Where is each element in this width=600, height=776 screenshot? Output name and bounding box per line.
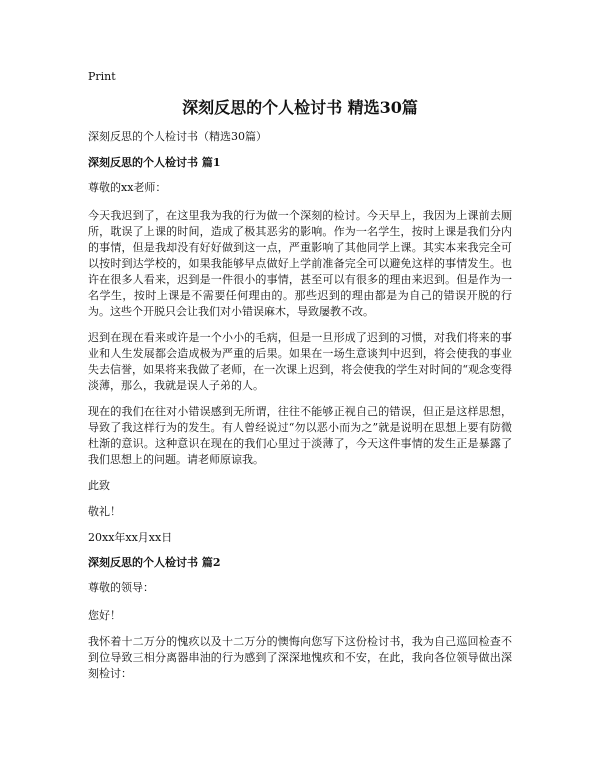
salutation-1: 尊敬的xx老师： xyxy=(88,181,167,194)
date-line: 20xx年xx月xx日 xyxy=(88,531,173,544)
paragraph-2-1: 我怀着十二万分的愧疚以及十二万分的懊悔向您写下这份检讨书，我为自己巡回检查不到位导致三相分离器串油的行为感到了深深地愧疚和不安，在此，我向各位领导做出深刻检讨： xyxy=(88,635,512,680)
greeting-2: 您好！ xyxy=(88,609,121,622)
print-label[interactable]: Print xyxy=(88,70,116,83)
closing-1: 此致 xyxy=(88,479,110,492)
paragraph-1-2: 迟到在现在看来或许是一个小小的毛病，但是一旦形成了迟到的习惯，对我们将来的事业和人生发展都会造成极为严重的后果。如果在一场生意谈判中迟到，将会使我的事业失去信誉，如果将来我做了老师，在一次课上迟到，将会使我的学生对时间的“观念变得淡薄，那么，我就是误人子弟的人。 xyxy=(88,331,512,392)
document-subtitle: 深刻反思的个人检讨书（精选30篇） xyxy=(88,130,267,143)
closing-2: 敬礼！ xyxy=(88,505,121,518)
salutation-2: 尊敬的领导： xyxy=(88,581,154,594)
section-heading-1: 深刻反思的个人检讨书 篇1 xyxy=(88,156,221,169)
paragraph-1-3: 现在的我们在往对小错误感到无所谓，往往不能够正视自己的错误，但正是这样思想，导致了我这样行为的发生。有人曾经说过“勿以恶小而为之”就是说明在思想上要有防微杜渐的意识。这种意识在现在的我们心里过于淡薄了，今天这件事情的发生正是暴露了我们思想上的问题。请老师原谅我。 xyxy=(88,405,512,466)
section-heading-2: 深刻反思的个人检讨书 篇2 xyxy=(88,556,221,569)
paragraph-1-1: 今天我迟到了，在这里我为我的行为做一个深刻的检讨。今天早上，我因为上课前去厕所，耽误了上课的时间，造成了极其恶劣的影响。作为一名学生，按时上课是我们分内的事情，但是我却没有好好做到这一点，严重影响了其他同学上课。其实本来我完全可以按时到达学校的，如果我能够早点做好上学前准备完全可以避免这样的事情发生。也许在很多人看来，迟到是一件很小的事情，甚至可以有很多的理由来迟到。但是作为一名学生，按时上课是不需要任何理由的。那些迟到的理由都是为自己的错误开脱的行为。这些个开脱只会让我们对小错误麻木，导致屡教不改。 xyxy=(88,209,512,318)
document-title: 深刻反思的个人检讨书 精选30篇 xyxy=(182,98,418,117)
